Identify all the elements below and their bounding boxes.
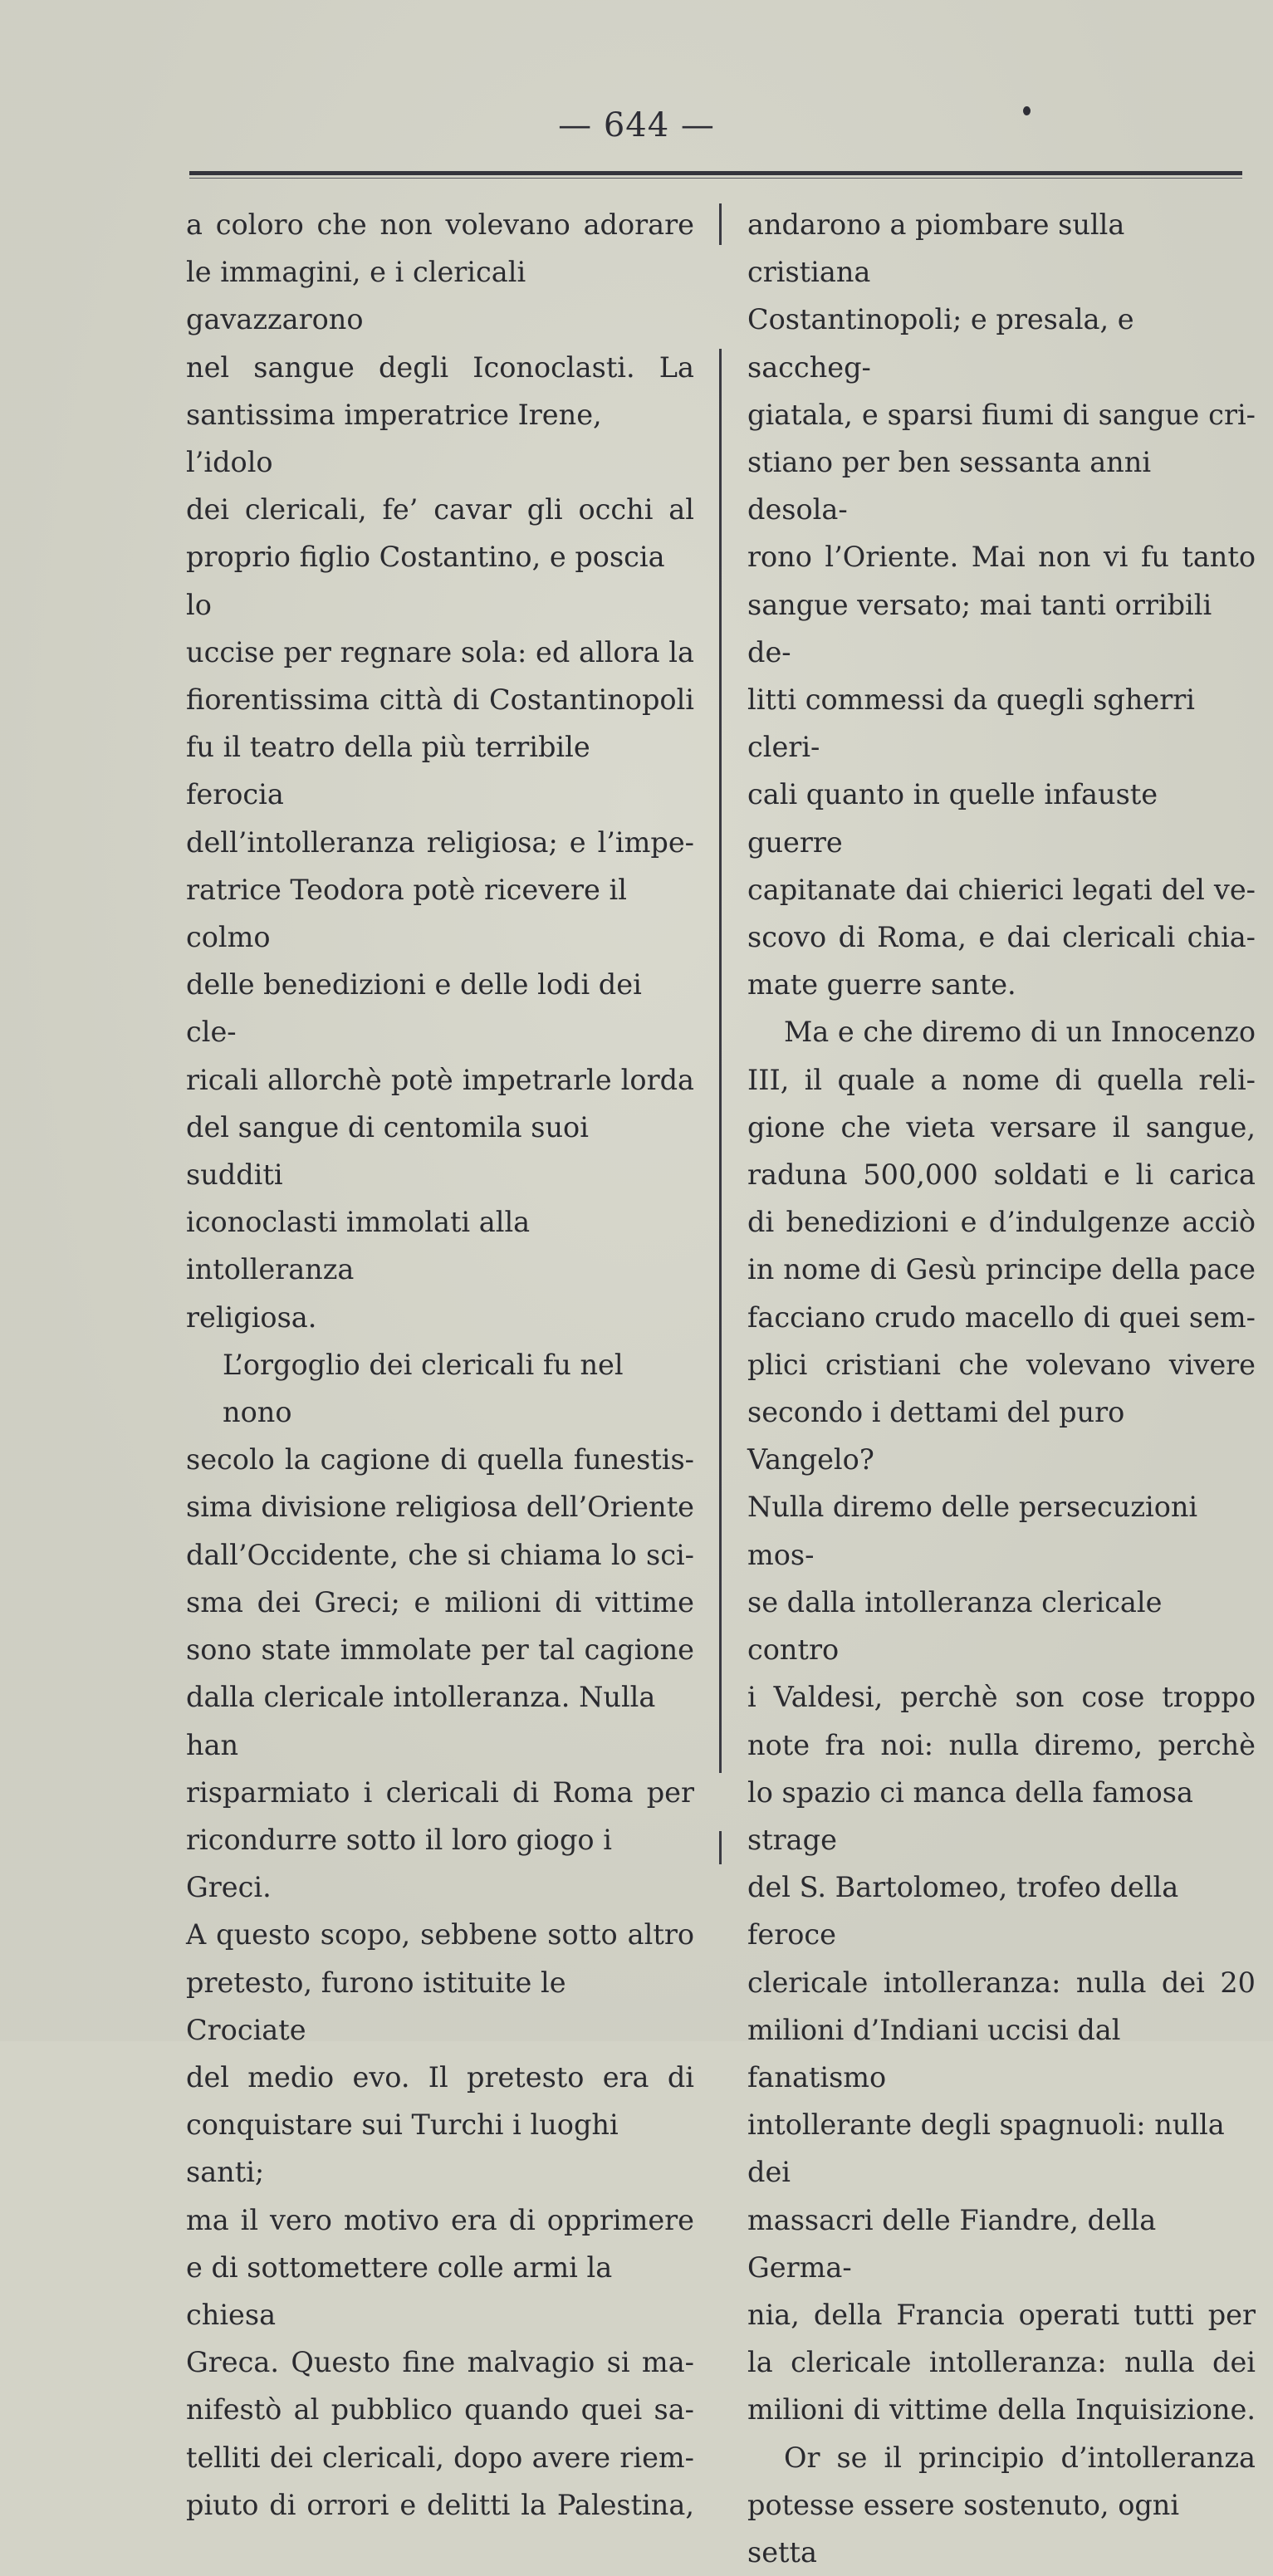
text-line: fiorentissima città di Costantinopoli [186,683,694,717]
text-line: e di sottomettere colle armi la chiesa [186,2250,613,2331]
column-divider [719,1831,722,1864]
text-line: nia, della Francia operati tutti per [747,2298,1256,2331]
text-line: iconoclasti immolati alla intolleranza [186,1206,531,1286]
text-line: le immagini, e i clericali gavazzarono [186,256,526,336]
text-line: uccise per regnare sola: ed allora la [186,635,694,668]
text-line: nifestò al pubblico quando quei sa- [186,2393,694,2427]
header-rule-thin [189,178,1242,179]
text-line: A questo scopo, sebbene sotto altro [186,1918,694,1952]
text-line: litti commessi da quegli sgherri cleri- [747,683,1195,764]
text-line: note fra noi: nulla diremo, perchè [747,1728,1256,1761]
text-line: Nulla diremo delle persecuzioni mos- [747,1491,1198,1571]
text-line: facciano crudo macello di quei sem- [747,1300,1256,1334]
text-line: lo spazio ci manca della famosa strage [747,1775,1193,1856]
text-line: ma il vero motivo era di opprimere [186,2203,694,2236]
text-line: risparmiato i clericali di Roma per [186,1775,694,1809]
ink-speck [1023,106,1031,115]
text-line: III, il quale a nome di quella reli- [747,1063,1256,1096]
text-line: sma dei Greci; e milioni di vittime [186,1585,694,1619]
text-line: cali quanto in quelle infauste guerre [747,778,1158,859]
text-line: se dalla intolleranza clericale contro [747,1585,1163,1667]
text-line: in nome di Gesù principe della pace [747,1253,1256,1286]
text-line: sono state immolate per tal cagione [186,1633,694,1667]
text-line: conquistare sui Turchi i luoghi santi; [186,2108,619,2189]
text-line: intollerante degli spagnuoli: nulla dei [747,2108,1225,2189]
text-line: Greca. Questo fine malvagio si ma- [186,2346,694,2379]
text-line: ratrice Teodora potè ricevere il colmo [186,873,627,954]
text-line: ricali allorchè potè impetrarle lorda [186,1063,694,1096]
text-line: del sangue di centomila suoi sudditi [186,1110,589,1192]
text-line: potesse essere sostenuto, ogni setta [747,2488,1180,2569]
text-line: capitanate dai chierici legati del ve- [747,873,1256,906]
text-line: Ma e che diremo di un Innocenzo [784,1016,1256,1049]
text-line: secolo la cagione di quella funestis- [186,1443,694,1477]
text-line: secondo i dettami del puro Vangelo? [747,1396,1125,1477]
text-line: scovo di Roma, e dai clericali chia- [747,921,1256,954]
text-line: del S. Bartolomeo, trofeo della feroce [747,1871,1179,1952]
text-line: gione che vieta versare il sangue, [747,1110,1256,1144]
text-line: mate guerre sante. [747,968,1016,1002]
column-divider [719,349,722,1773]
text-line: sangue versato; mai tanti orribili de- [747,588,1212,668]
page-number: — 644 — [558,106,715,144]
column-divider [719,203,722,245]
text-line: pretesto, furono istituite le Crociate [186,1966,566,2046]
text-line: massacri delle Fiandre, della Germa- [747,2203,1157,2284]
text-line: fu il teatro della più terribile ferocia [186,731,590,811]
text-line: ricondurre sotto il loro giogo i Greci. [186,1823,612,1904]
text-line: giatala, e sparsi fiumi di sangue cri- [747,398,1256,431]
right-column [747,201,1256,2576]
header-rule [189,171,1242,175]
text-line: L’orgoglio dei clericali fu nel nono [223,1348,624,1429]
text-line: raduna 500,000 soldati e li carica [747,1158,1256,1192]
text-line: religiosa. [186,1300,317,1334]
text-line: proprio figlio Costantino, e poscia lo [186,541,665,621]
text-line: milioni d’Indiani uccisi dal fanatismo [747,2013,1121,2094]
text-line: sima divisione religiosa dell’Oriente [186,1491,694,1524]
text-line: la clericale intolleranza: nulla dei [747,2346,1256,2379]
text-line: stiano per ben sessanta anni desola- [747,446,1152,526]
text-line: dall’Occidente, che si chiama lo sci- [186,1538,694,1571]
text-line: telliti dei clericali, dopo avere riem- [186,2441,694,2474]
text-line: Costantinopoli; e presala, e saccheg- [747,303,1134,384]
text-line: andarono a piombare sulla cristiana [747,208,1125,289]
text-line: i Valdesi, perchè son cose troppo [747,1681,1256,1714]
text-line: dalla clericale intolleranza. Nulla han [186,1681,656,1761]
text-line: santissima imperatrice Irene, l’idolo [186,398,602,479]
text-line: delle benedizioni e delle lodi dei cle- [186,968,642,1049]
text-line: plici cristiani che volevano vivere [747,1348,1256,1381]
text-line: Or se il principio d’intolleranza [784,2441,1256,2474]
left-column [186,201,694,2529]
text-line: piuto di orrori e delitti la Palestina, [186,2488,694,2521]
text-line: dei clericali, fe’ cavar gli occhi al [186,493,694,526]
text-line: milioni di vittime della Inquisizione. [747,2393,1256,2427]
text-line: di benedizioni e d’indulgenze acciò [747,1206,1256,1239]
text-line: rono l’Oriente. Mai non vi fu tanto [747,541,1256,574]
text-line: a coloro che non volevano adorare [186,208,694,241]
text-line: del medio evo. Il pretesto era di [186,2060,694,2094]
text-line: nel sangue degli Iconoclasti. La [186,350,694,384]
text-line: dell’intolleranza religiosa; e l’impe- [186,825,694,859]
text-line: clericale intolleranza: nulla dei 20 [747,1966,1256,1999]
